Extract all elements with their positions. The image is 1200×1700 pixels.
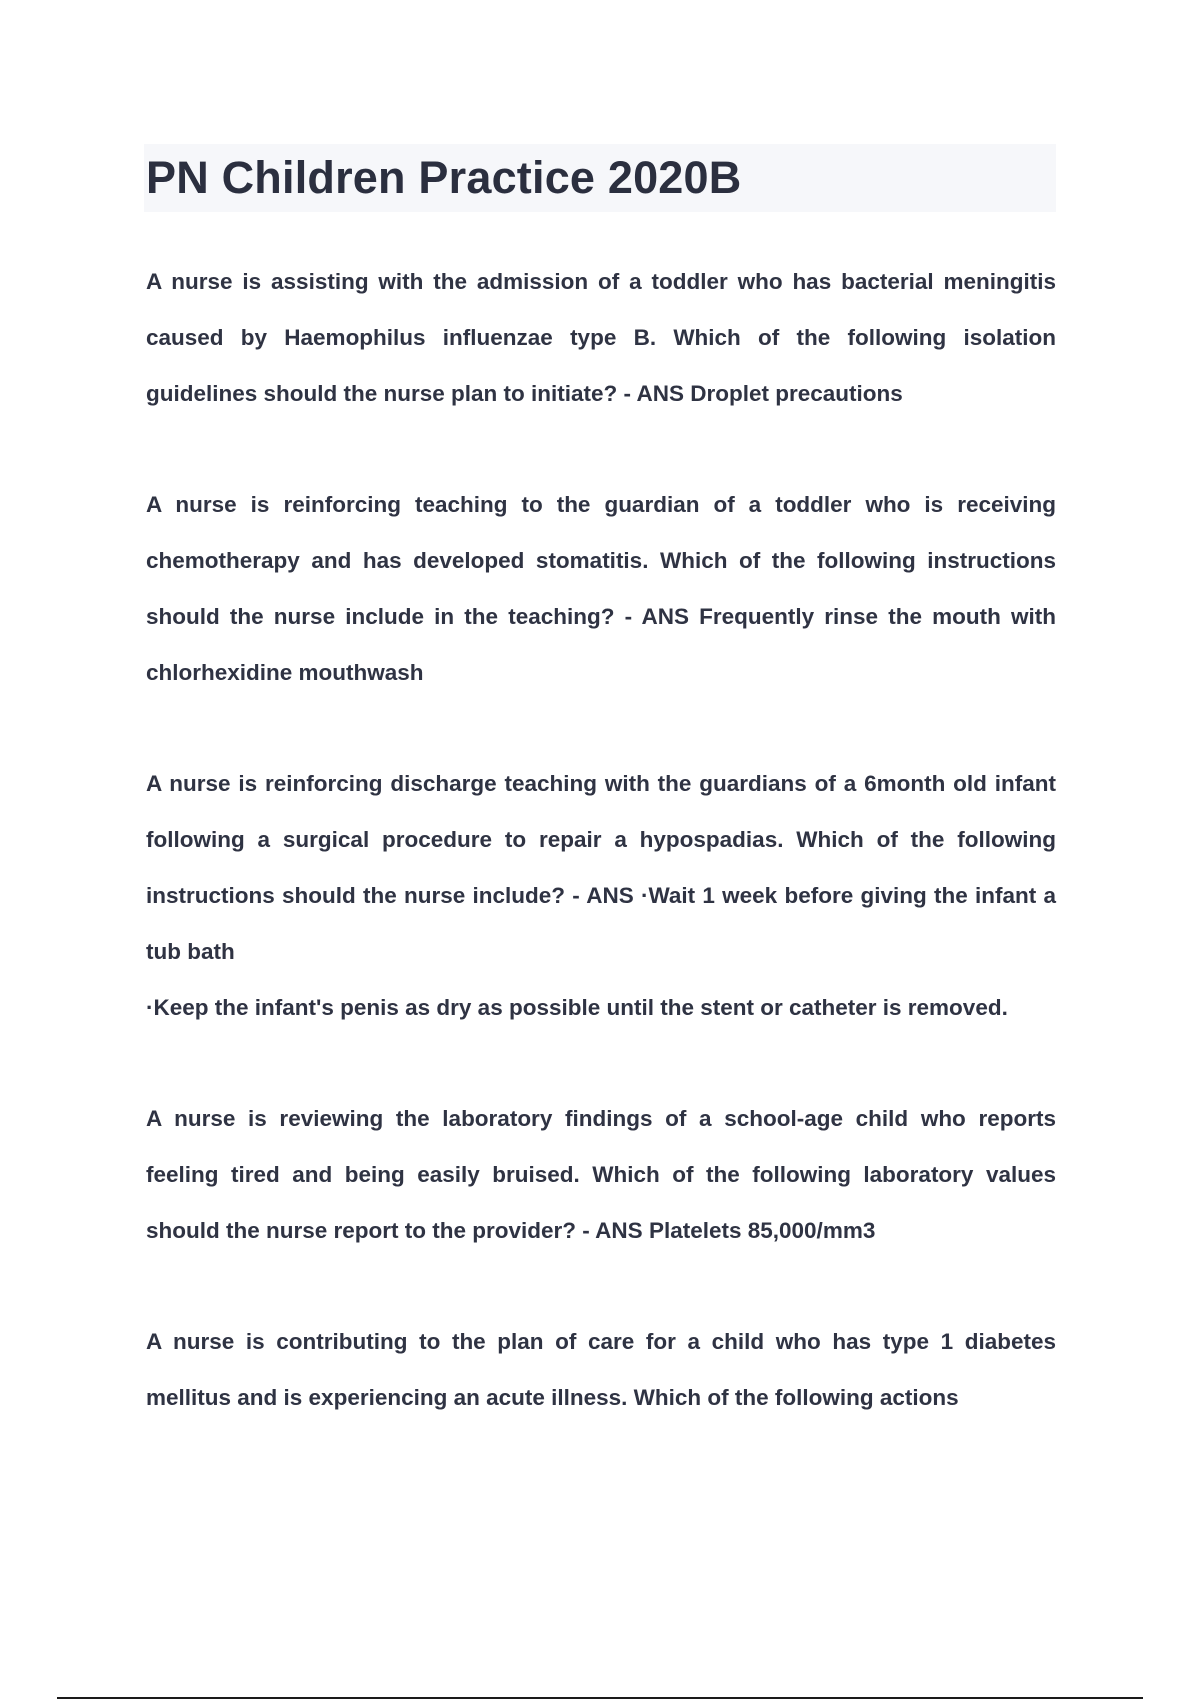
answer-bullet: ·Keep the infant's penis as dry as possible until the stent or catheter is removed. [146, 995, 1008, 1020]
page-bottom-rule [57, 1697, 1143, 1699]
title-bar [144, 144, 1056, 212]
question-text: A nurse is reviewing the laboratory findings of a school-age child who reports feeling tired and being easily bruised. Which of the following laboratory values should the nurse report to the provider? - ANS Platelets 85,000/mm3 [146, 1106, 1056, 1243]
question-text: A nurse is reinforcing discharge teaching with the guardians of a 6month old infant following a surgical procedure to repair a hypospadias. Which of the following instructions should the nurse include? - ANS ·Wait 1 week before giving the infant a tub bath [146, 771, 1056, 964]
question-list [146, 254, 1056, 1426]
question-text: A nurse is contributing to the plan of care for a child who has type 1 diabetes mellitus and is experiencing an acute illness. Which of the following actions [146, 1329, 1056, 1410]
question-item-1 [146, 254, 1056, 422]
question-item-2 [146, 477, 1056, 701]
question-text: A nurse is reinforcing teaching to the guardian of a toddler who is receiving chemotherapy and has developed stomatitis. Which of the following instructions should the nurse include in the teaching? - ANS Frequently rinse the mouth with chlorhexidine mouthwash [146, 492, 1056, 685]
question-text: A nurse is assisting with the admission of a toddler who has bacterial meningitis caused by Haemophilus influenzae type B. Which of the following isolation guidelines should the nurse plan to initiate? - ANS Droplet precautions [146, 269, 1056, 406]
question-item-4 [146, 1091, 1056, 1259]
page-title: PN Children Practice 2020B [146, 152, 742, 203]
question-item-3 [146, 756, 1056, 1036]
document-page [146, 144, 1056, 1481]
question-item-5 [146, 1314, 1056, 1426]
